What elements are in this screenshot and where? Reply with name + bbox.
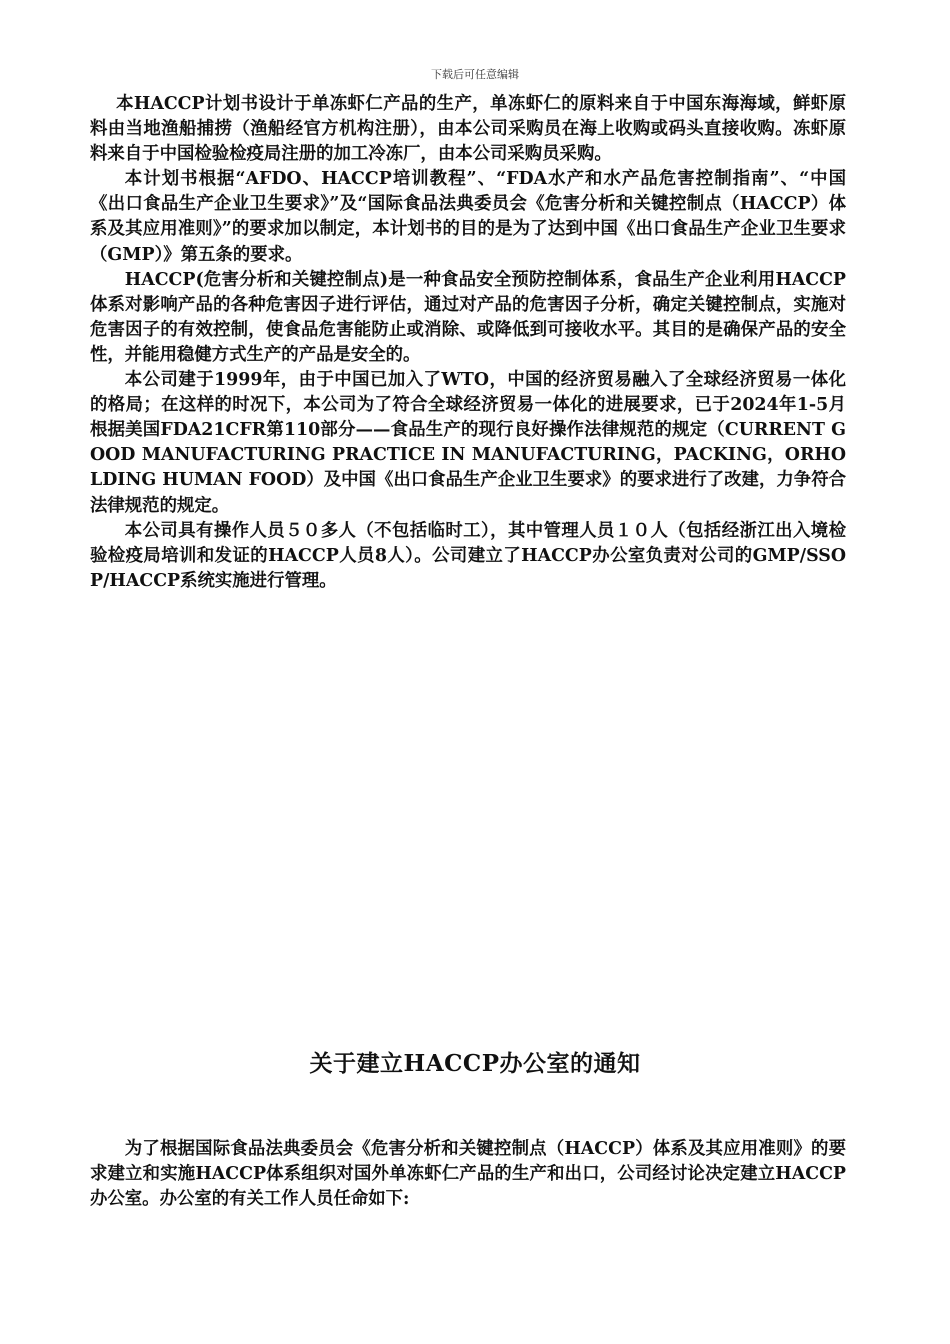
- notice-paragraph: 为了根据国际食品法典委员会《危害分析和关键控制点（HACCP）体系及其应用准则》的要求建立和实施HACCP体系组织对国外单冻虾仁产品的生产和出口，公司经讨论决定建立HACCP办公室。办公室的有关工作人员任命如下:: [90, 1139, 846, 1210]
- intro-section: [90, 92, 846, 594]
- intro-paragraph-company-history: 本公司建于1999年，由于中国已加入了WTO，中国的经济贸易融入了全球经济贸易一体化的格局；在这样的时况下，本公司为了符合全球经济贸易一体化的进展要求，已于2024年1-5月根据美国FDA21CFR第110部分——食品生产的现行良好操作法律规范的规定（CURRENT GOOD MANUFACTURING PRACTICE IN MANUFACTURING，PACKING，ORHOLDING HUMAN FOOD）及中国《出口食品生产企业卫生要求》的要求进行了改建，力争符合法律规范的规定。: [90, 370, 846, 516]
- intro-paragraph-scope: 本HACCP计划书设计于单冻虾仁产品的生产，单冻虾仁的原料来自于中国东海海域，鲜虾原料由当地渔船捕捞（渔船经官方机构注册），由本公司采购员在海上收购或码头直接收购。冻虾原料来自于中国检验检疫局注册的加工冷冻厂，由本公司采购员采购。: [90, 94, 846, 165]
- page-header: 下载后可任意编辑: [431, 68, 519, 81]
- notice-title: 关于建立HACCP办公室的通知: [309, 1050, 641, 1077]
- notice-section: [90, 1137, 846, 1212]
- intro-paragraph-basis: 本计划书根据“AFDO、HACCP培训教程”、“FDA水产和水产品危害控制指南”、“中国《出口食品生产企业卫生要求》”及“国际食品法典委员会《危害分析和关键控制点（HACCP）体系及其应用准则》”的要求加以制定，本计划书的目的是为了达到中国《出口食品生产企业卫生要求（GMP）》第五条的要求。: [90, 169, 846, 265]
- intro-paragraph-staffing: 本公司具有操作人员５０多人（不包括临时工），其中管理人员１０人（包括经浙江出入境检验检疫局培训和发证的HACCP人员8人）。公司建立了HACCP办公室负责对公司的GMP/SSOP/HACCP系统实施进行管理。: [90, 520, 846, 591]
- intro-paragraph-haccp-definition: HACCP(危害分析和关键控制点)是一种食品安全预防控制体系，食品生产企业利用HACCP体系对影响产品的各种危害因子进行评估，通过对产品的危害因子分析，确定关键控制点，实施对危害因子的有效控制，使食品危害能防止或消除、或降低到可接收水平。其目的是确保产品的安全性，并能用稳健方式生产的产品是安全的。: [90, 269, 846, 365]
